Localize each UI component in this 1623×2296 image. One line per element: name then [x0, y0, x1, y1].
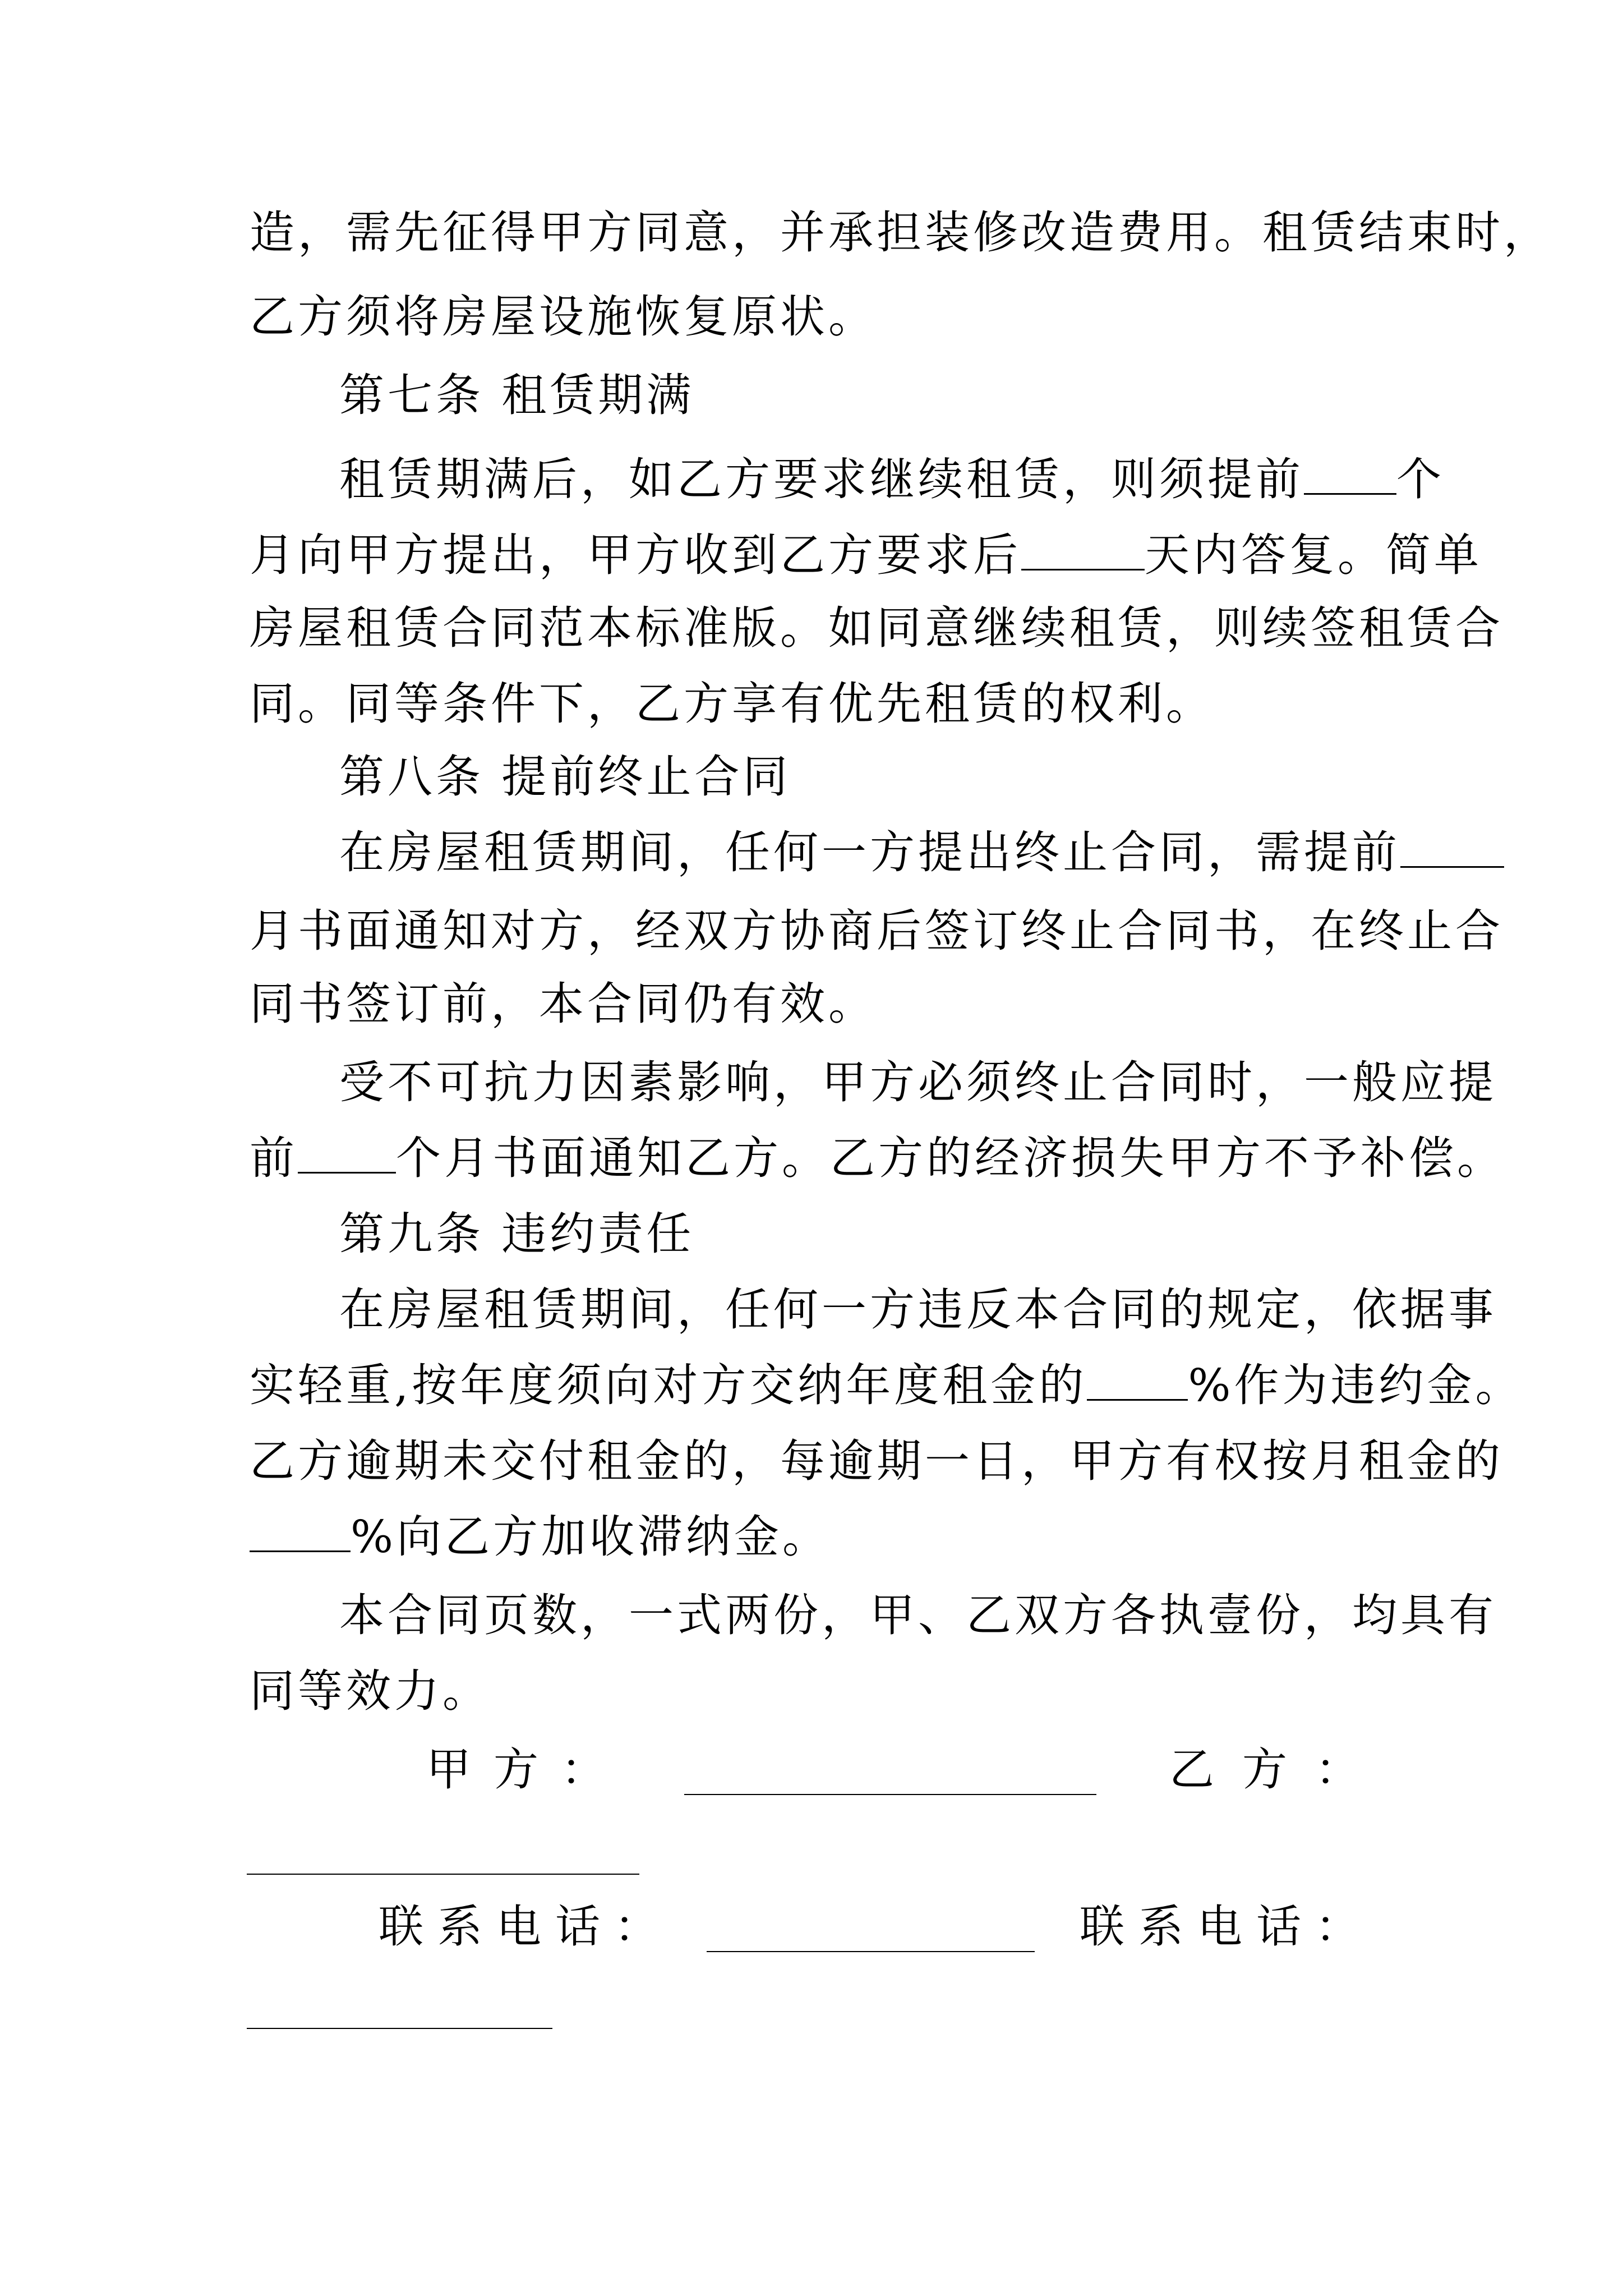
paragraph-line: 同书签订前，本合同仍有效。: [250, 978, 877, 1030]
text-segment: 天内答复。简单: [1145, 529, 1482, 581]
paragraph-line: 乙方逾期未交付租金的，每逾期一日，甲方有权按月租金的: [250, 1435, 1504, 1487]
label-char: 乙: [1169, 1743, 1214, 1796]
fill-in-blank: [250, 1511, 351, 1552]
paragraph-line: 造，需先征得甲方同意，并承担装修改造费用。租赁结束时，: [250, 206, 1552, 259]
paragraph-line: 本合同页数，一式两份，甲、乙双方各执壹份，均具有: [339, 1589, 1497, 1641]
fill-in-blank: [1304, 454, 1396, 495]
party-b-signature-line: [247, 1874, 639, 1875]
label-char: 系: [1138, 1901, 1183, 1953]
fill-in-blank: [1021, 530, 1145, 570]
paragraph-line: [250, 1130, 1505, 1186]
article-7-heading: 第七条 租赁期满: [339, 369, 695, 421]
label-char: 话: [555, 1901, 600, 1953]
label-char: 方: [1242, 1743, 1287, 1796]
text-segment: 个月书面通知乙方。乙方的经济损失甲方不予补偿。: [396, 1132, 1505, 1184]
paragraph-line: 房屋租赁合同范本标准版。如同意继续租赁，则续签租赁合: [250, 602, 1504, 654]
text-segment: 租赁期满后，如乙方要求继续租赁，则须提前: [339, 453, 1304, 505]
fill-in-blank: [1087, 1360, 1188, 1401]
text-segment: %作为违约金。: [1188, 1359, 1524, 1411]
label-char: 电: [1197, 1901, 1242, 1953]
label-char: 方: [494, 1743, 538, 1796]
paragraph-line: [250, 1509, 1399, 1565]
label-char: ：: [1315, 1743, 1360, 1796]
fill-in-blank: [1400, 827, 1504, 868]
paragraph-line: [339, 825, 1399, 881]
label-char: 联: [379, 1901, 423, 1953]
text-segment: 实轻重,按年度须向对方交纳年度租金的: [250, 1359, 1087, 1411]
label-char: 甲: [426, 1743, 471, 1796]
fill-in-blank: [298, 1133, 396, 1174]
text-segment: 在房屋租赁期间，任何一方提出终止合同，需提前: [339, 826, 1400, 878]
paragraph-line: 乙方须将房屋设施恢复原状。: [250, 291, 877, 343]
party-b-phone-line: [247, 2028, 552, 2029]
text-segment: 前: [250, 1132, 298, 1184]
label-char: 联: [1080, 1901, 1124, 1953]
party-b-label: [1169, 1742, 1360, 1798]
label-char: ：: [1315, 1901, 1360, 1953]
paragraph-line: 同。同等条件下，乙方享有优先租赁的权利。: [250, 678, 1214, 730]
paragraph-line: 月书面通知对方，经双方协商后签订终止合同书，在终止合: [250, 905, 1504, 957]
label-char: 电: [496, 1901, 541, 1953]
paragraph-line: [339, 452, 1445, 508]
article-8-heading: 第八条 提前终止合同: [339, 751, 791, 803]
label-char: 系: [437, 1901, 482, 1953]
text-segment: 月向甲方提出，甲方收到乙方要求后: [250, 529, 1021, 581]
text-segment: 个: [1396, 453, 1445, 505]
text-segment: %向乙方加收滞纳金。: [351, 1511, 831, 1563]
party-a-phone-line: [707, 1951, 1035, 1952]
label-char: ：: [561, 1743, 606, 1796]
paragraph-line: 同等效力。: [250, 1665, 491, 1717]
party-a-phone-label: [379, 1899, 659, 1955]
party-a-label: [426, 1742, 606, 1798]
paragraph-line: 在房屋租赁期间，任何一方违反本合同的规定，依据事: [339, 1283, 1497, 1336]
party-a-signature-line: [684, 1794, 1096, 1795]
label-char: 话: [1256, 1901, 1301, 1953]
article-9-heading: 第九条 违约责任: [339, 1208, 695, 1260]
party-b-phone-label: [1080, 1899, 1360, 1955]
paragraph-line: [250, 527, 1482, 583]
label-char: ：: [614, 1901, 659, 1953]
paragraph-line: [250, 1358, 1524, 1414]
paragraph-line: 受不可抗力因素影响，甲方必须终止合同时，一般应提: [339, 1056, 1497, 1108]
